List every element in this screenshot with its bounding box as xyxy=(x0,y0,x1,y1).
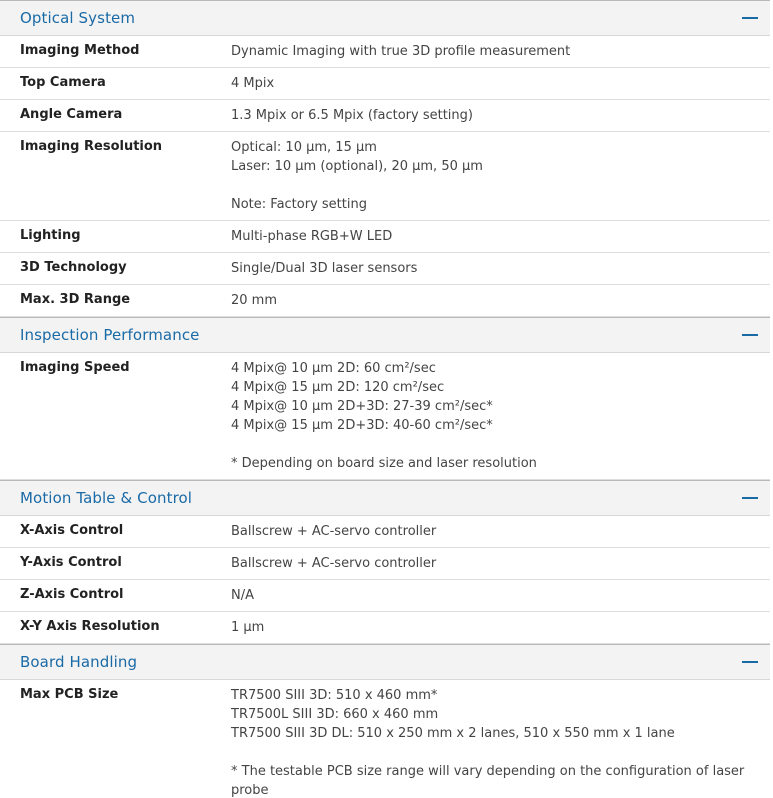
spec-value-line: 20 mm xyxy=(231,293,278,308)
spec-value xyxy=(231,100,770,131)
minus-icon[interactable] xyxy=(742,661,758,663)
spec-value-line: 1 μm xyxy=(231,620,265,635)
spec-value xyxy=(231,580,770,611)
spec-value-line: Ballscrew + AC-servo controller xyxy=(231,524,437,539)
spec-value-line xyxy=(231,435,770,454)
spec-label: X-Axis Control xyxy=(20,523,124,538)
spec-value-line: Optical: 10 μm, 15 μm xyxy=(231,140,377,155)
spec-row xyxy=(0,132,770,221)
section-header[interactable] xyxy=(0,480,770,516)
spec-label: X-Y Axis Resolution xyxy=(20,619,160,634)
minus-icon[interactable] xyxy=(742,17,758,19)
spec-value xyxy=(231,680,770,798)
section-title: Board Handling xyxy=(20,653,138,671)
spec-value-line: TR7500L SIII 3D: 660 x 460 mm xyxy=(231,707,439,722)
spec-value-line: probe xyxy=(231,783,269,798)
section-header[interactable] xyxy=(0,317,770,353)
spec-value-line: 1.3 Mpix or 6.5 Mpix (factory setting) xyxy=(231,108,473,123)
spec-value-line xyxy=(231,176,770,195)
spec-value-line: Note: Factory setting xyxy=(231,197,367,212)
spec-value xyxy=(231,516,770,547)
spec-value-line: 4 Mpix@ 15 μm 2D: 120 cm²/sec xyxy=(231,380,445,395)
spec-value xyxy=(231,221,770,252)
spec-label: Imaging Method xyxy=(20,43,140,58)
spec-value xyxy=(231,132,770,220)
spec-value xyxy=(231,285,770,316)
section-title: Inspection Performance xyxy=(20,326,200,344)
spec-value-line: * Depending on board size and laser resolution xyxy=(231,456,537,471)
minus-icon[interactable] xyxy=(742,497,758,499)
spec-label: Imaging Speed xyxy=(20,360,130,375)
spec-row xyxy=(0,285,770,317)
spec-value-line xyxy=(231,743,770,762)
spec-row xyxy=(0,221,770,253)
spec-value-line: TR7500 SIII 3D: 510 x 460 mm* xyxy=(231,688,438,703)
section-header[interactable] xyxy=(0,0,770,36)
spec-row xyxy=(0,253,770,285)
spec-row xyxy=(0,100,770,132)
spec-value-line: 4 Mpix@ 15 μm 2D+3D: 40-60 cm²/sec* xyxy=(231,418,493,433)
spec-value-line: 4 Mpix xyxy=(231,76,275,91)
spec-label: Z-Axis Control xyxy=(20,587,124,602)
spec-value-line: 4 Mpix@ 10 μm 2D+3D: 27-39 cm²/sec* xyxy=(231,399,493,414)
minus-icon[interactable] xyxy=(742,334,758,336)
spec-value-line: Multi-phase RGB+W LED xyxy=(231,229,393,244)
section-board-handling xyxy=(0,644,770,798)
spec-row xyxy=(0,548,770,580)
spec-label: Lighting xyxy=(20,228,81,243)
spec-label: Y-Axis Control xyxy=(20,555,122,570)
spec-value xyxy=(231,353,770,479)
spec-value xyxy=(231,612,770,643)
spec-row xyxy=(0,516,770,548)
section-inspection-performance xyxy=(0,317,770,480)
spec-value xyxy=(231,36,770,67)
spec-value-line: Single/Dual 3D laser sensors xyxy=(231,261,418,276)
section-header[interactable] xyxy=(0,644,770,680)
spec-value xyxy=(231,68,770,99)
spec-row xyxy=(0,36,770,68)
section-title: Motion Table & Control xyxy=(20,489,193,507)
spec-value-line: Laser: 10 μm (optional), 20 μm, 50 μm xyxy=(231,159,483,174)
spec-value-line: TR7500 SIII 3D DL: 510 x 250 mm x 2 lanes, 510 x 550 mm x 1 lane xyxy=(231,726,675,741)
section-title: Optical System xyxy=(20,9,136,27)
section-motion-table-control xyxy=(0,480,770,644)
spec-value xyxy=(231,548,770,579)
spec-value-line: * The testable PCB size range will vary depending on the configuration of laser xyxy=(231,764,745,779)
spec-label: Angle Camera xyxy=(20,107,123,122)
spec-row xyxy=(0,68,770,100)
section-optical-system xyxy=(0,0,770,317)
spec-label: Top Camera xyxy=(20,75,106,90)
spec-label: Max. 3D Range xyxy=(20,292,131,307)
spec-row xyxy=(0,580,770,612)
spec-label: 3D Technology xyxy=(20,260,127,275)
spec-row xyxy=(0,612,770,644)
spec-value-line: Dynamic Imaging with true 3D profile measurement xyxy=(231,44,571,59)
spec-label: Imaging Resolution xyxy=(20,139,163,154)
spec-row xyxy=(0,680,770,798)
spec-value xyxy=(231,253,770,284)
spec-value-line: Ballscrew + AC-servo controller xyxy=(231,556,437,571)
spec-value-line: 4 Mpix@ 10 μm 2D: 60 cm²/sec xyxy=(231,361,436,376)
spec-row xyxy=(0,353,770,480)
spec-label: Max PCB Size xyxy=(20,687,119,702)
spec-value-line: N/A xyxy=(231,588,254,603)
